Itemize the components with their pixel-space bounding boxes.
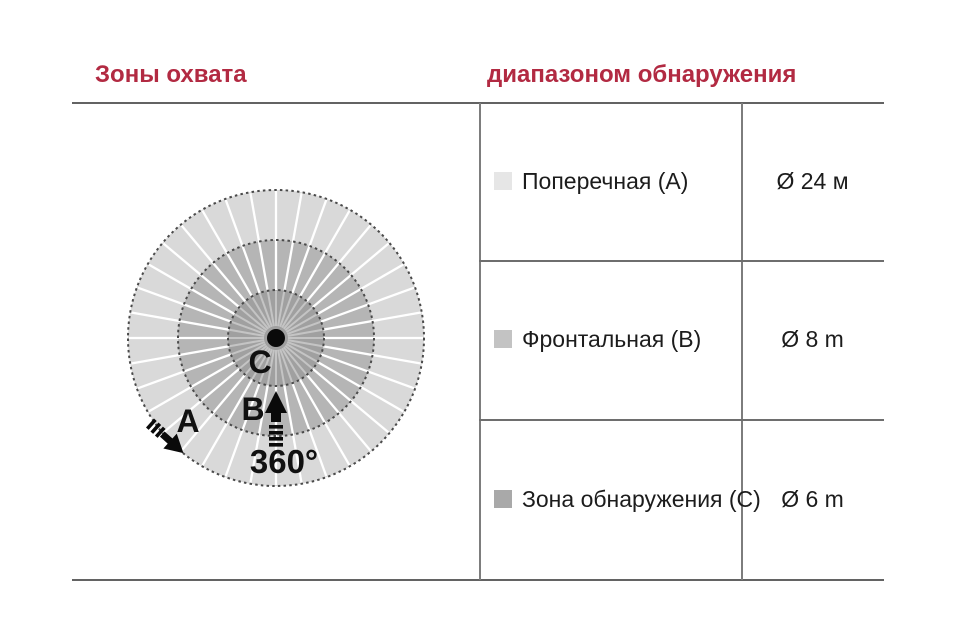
- table-row-divider: [479, 260, 884, 262]
- zone-c-letter: C: [248, 344, 272, 380]
- zone-c-swatch: [494, 490, 512, 508]
- zone-a-letter: A: [176, 403, 200, 439]
- zone-b-swatch: [494, 330, 512, 348]
- zone-c-label-text: Зона обнаружения (С): [522, 486, 761, 512]
- zone-a-swatch: [494, 172, 512, 190]
- section-title-coverage-zones: Зоны охвата: [95, 61, 247, 88]
- section-title-detection-range: диапазоном обнаружения: [487, 61, 797, 88]
- rotation-angle-label: 360°: [249, 443, 319, 480]
- zone-b-diameter: Ø 8 m: [781, 326, 844, 352]
- zone-a-diameter: Ø 24 м: [776, 168, 849, 194]
- coverage-zones-diagram: [70, 103, 480, 580]
- table-row-divider: [479, 419, 884, 421]
- zone-c-diameter: Ø 6 m: [781, 486, 844, 512]
- zone-a-label-text: Поперечная (А): [522, 168, 689, 194]
- zone-b-letter: B: [241, 391, 265, 427]
- zone-b-label-text: Фронтальная (В): [522, 326, 702, 352]
